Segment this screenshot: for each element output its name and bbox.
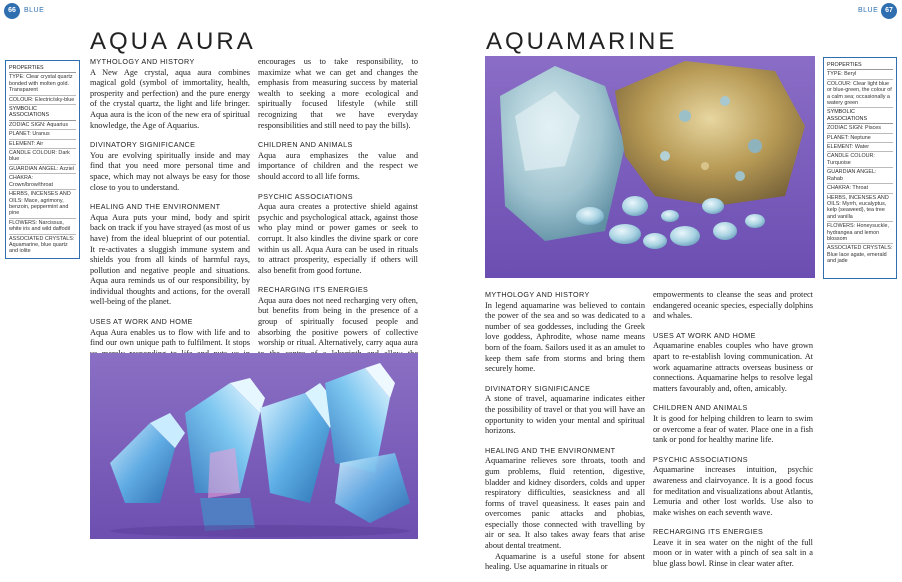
section-body: Aquamarine enables couples who have grown apart to re-establish loving communication. At work aquamarine attracts overseas business or connections. Aquamarine helps to resolve legal matters favourably and, often, amicably. xyxy=(653,341,813,393)
section-heading: HEALING AND THE ENVIRONMENT xyxy=(90,202,221,212)
properties-heading: PROPERTIES xyxy=(827,61,893,70)
text-column-left-1 xyxy=(90,57,250,379)
section-body: Aquamarine relieves sore throats, tooth and gum problems, fluid retention, digestive, bladder and kidney disorders, colds and upper respiratory difficulties, seasickness and all forms of travel queasiness. It eases pain and overcomes panic attacks and phobias, especially those connected with travelling by air or sea. It also takes away fears that arise about dental treatment. xyxy=(485,456,645,551)
section-body: It is good for helping children to learn to swim or overcome a fear of water. Place one in a fish tank or pond for healthy marine life. xyxy=(653,413,813,445)
running-head-left: BLUE xyxy=(24,7,45,14)
symbolic-row: ASSOCIATED CRYSTALS: Aquamarine, blue quartz and iolite xyxy=(9,235,75,255)
section-body: A stone of travel, aquamarine indicates either the possibility of travel or that you will have an opportunity to widen your mental and spiritual horizons. xyxy=(485,394,645,436)
section-heading: MYTHOLOGY AND HISTORY xyxy=(90,57,195,66)
property-row: COLOUR: Electric/sky-blue xyxy=(9,96,76,105)
symbolic-row: HERBS, INCENSES AND OILS: Mace, agrimony, benzoin, peppermint and pine xyxy=(9,190,76,219)
property-row: COLOUR: Clear light blue or blue-green, the colour of a calm sea; occasionally a watery green xyxy=(827,80,893,109)
section-body: encourages us to take responsibility, to maximize what we can get and changes the emphasis from measuring success by material wealth to seeking a more ecological and spiritually focused lifestyle (while still recognizing that we have everyday responsibilities and still need to pay the bills). xyxy=(258,57,418,130)
symbolic-row: FLOWERS: Honeysuckle, hydrangea and lemon blossom xyxy=(827,222,893,244)
symbolic-row: ELEMENT: Water xyxy=(827,143,893,152)
text-column-right-1 xyxy=(485,290,645,582)
properties-sidebar-right xyxy=(823,57,897,279)
section-heading: DIVINATORY SIGNIFICANCE xyxy=(90,140,196,150)
symbolic-row: CHAKRA: Crown/brow/throat xyxy=(9,174,76,190)
section-body: Aqua aura creates a protective shield against psychic and psychological attack, against those who play mind or power games or seek to corrupt. It also kindles the divine spark or core within us all. Aqua Aura can be used in rituals to attract prosperity, especially if others will also benefit from good fortune. xyxy=(258,202,418,275)
section-heading: CHILDREN AND ANIMALS xyxy=(653,403,748,413)
aqua-aura-crystals-photo xyxy=(90,353,418,539)
symbolic-row: PLANET: Neptune xyxy=(827,134,893,143)
section-body: Aqua Aura enables us to flow with life and to find our own unique path to fulfilment. It stops xyxy=(90,327,250,348)
symbolic-row: ELEMENT: Air xyxy=(9,140,76,149)
section-heading: PSYCHIC ASSOCIATIONS xyxy=(653,454,748,464)
symbolic-row: GUARDIAN ANGEL: Azziel xyxy=(9,165,76,174)
section-body: Aqua Aura puts your mind, body and spirit back on track if you have strayed (as most of us have) from the ideal blueprint of our potential. It re-activates a sluggish immune system and shields you from all kinds of harmful rays, pollution and negative people and situations. Aqua aura reminds us of our responsibility, by individual thoughts and actions, for the overall well-being of the planet. xyxy=(90,212,250,307)
text-column-right-2 xyxy=(653,290,813,579)
section-heading: CHILDREN AND ANIMALS xyxy=(258,140,353,150)
section-body: empowerments to cleanse the seas and protect endangered oceanic species, especially dolphins and whales. xyxy=(653,290,813,321)
symbolic-row: CANDLE COLOUR: Turquoise xyxy=(827,152,893,168)
property-row: TYPE: Clear crystal quartz bonded with molten gold. Transparent xyxy=(9,73,76,95)
property-row: TYPE: Beryl xyxy=(827,70,893,79)
symbolic-row: ZODIAC SIGN: Aquarius xyxy=(9,121,76,130)
symbolic-row: FLOWERS: Narcissus, white iris and wild daffodil xyxy=(9,219,76,235)
section-heading: RECHARGING ITS ENERGIES xyxy=(653,527,764,537)
running-head-right: BLUE xyxy=(858,7,879,14)
page-title-aqua-aura: AQUA AURA xyxy=(90,28,256,55)
page-title-aquamarine: AQUAMARINE xyxy=(486,28,678,55)
section-heading: DIVINATORY SIGNIFICANCE xyxy=(485,383,591,393)
section-body: Aqua aura does not need recharging very often, but benefits from being in the presence of a group of spiritually focused people and absorbing the positive powers of collective worship or ritual. Alternatively, carry aqua aura xyxy=(258,295,418,348)
aquamarine-crystals-photo xyxy=(485,56,815,278)
symbolic-heading: SYMBOLIC ASSOCIATIONS xyxy=(9,105,76,121)
symbolic-row: CHAKRA: Throat xyxy=(827,184,893,193)
section-body: In legend aquamarine was believed to contain the power of the sea and so was dedicated to a number of sea goddesses, including the Greek love goddess, Aphrodite, whose name means born of the foam. Sailors used it as an amulet to keep them safe from storms and bring them securely home. xyxy=(485,300,645,374)
section-heading: USES AT WORK AND HOME xyxy=(90,317,193,327)
section-body: Aquamarine is a useful stone for absent healing. Use aquamarine in rituals or xyxy=(485,551,645,572)
section-body: A New Age crystal, aqua aura combines magical gold (symbol of immortality, health, prosperity and perfection) and the pure energy of the crystal quartz, the light and life bringer. Aqua aura is the icon of the new era of spiritual knowledge, the Age of Aquarius. xyxy=(90,67,250,130)
section-heading: HEALING AND THE ENVIRONMENT xyxy=(485,445,616,455)
symbolic-row: ZODIAC SIGN: Pisces xyxy=(827,124,893,133)
symbolic-row: PLANET: Uranus xyxy=(9,130,76,139)
section-heading: USES AT WORK AND HOME xyxy=(653,330,756,340)
page-number-right: 67 xyxy=(881,3,897,19)
section-body: Leave it in sea water on the night of the full moon or in water with a pinch of sea salt in a blue glass bowl. Rinse in clear water after. xyxy=(653,537,813,569)
section-body: You are evolving spiritually inside and may find that you need more personal time and space, which may not always be easy for those close to you to understand. xyxy=(90,150,250,192)
symbolic-row: HERBS, INCENSES AND OILS: Myrrh, eucalyptus, kelp (seaweed), tea tree and vanilla xyxy=(827,194,893,223)
symbolic-row: GUARDIAN ANGEL: Rahab xyxy=(827,168,893,184)
text-column-left-2 xyxy=(258,57,418,379)
symbolic-row: ASSOCIATED CRYSTALS: Blue lace agate, emerald and jade xyxy=(827,245,893,265)
section-body: Aqua aura emphasizes the value and importance of children and the respect we should accord to all life forms. xyxy=(258,150,418,181)
properties-sidebar-left xyxy=(5,60,80,259)
symbolic-heading: SYMBOLIC ASSOCIATIONS xyxy=(827,108,893,124)
section-heading: PSYCHIC ASSOCIATIONS xyxy=(258,191,353,201)
section-body: Aquamarine increases intuition, psychic awareness and clairvoyance. It is a good focus for meditation and visualizations about Atlantis, Lemuria and other lost worlds. Use also to make wishes on each seventh wave. xyxy=(653,465,813,517)
properties-heading: PROPERTIES xyxy=(9,64,76,73)
section-heading: MYTHOLOGY AND HISTORY xyxy=(485,290,590,299)
page-number-left: 66 xyxy=(4,3,20,19)
symbolic-row: CANDLE COLOUR: Dark blue xyxy=(9,149,76,165)
section-heading: RECHARGING ITS ENERGIES xyxy=(258,285,369,295)
